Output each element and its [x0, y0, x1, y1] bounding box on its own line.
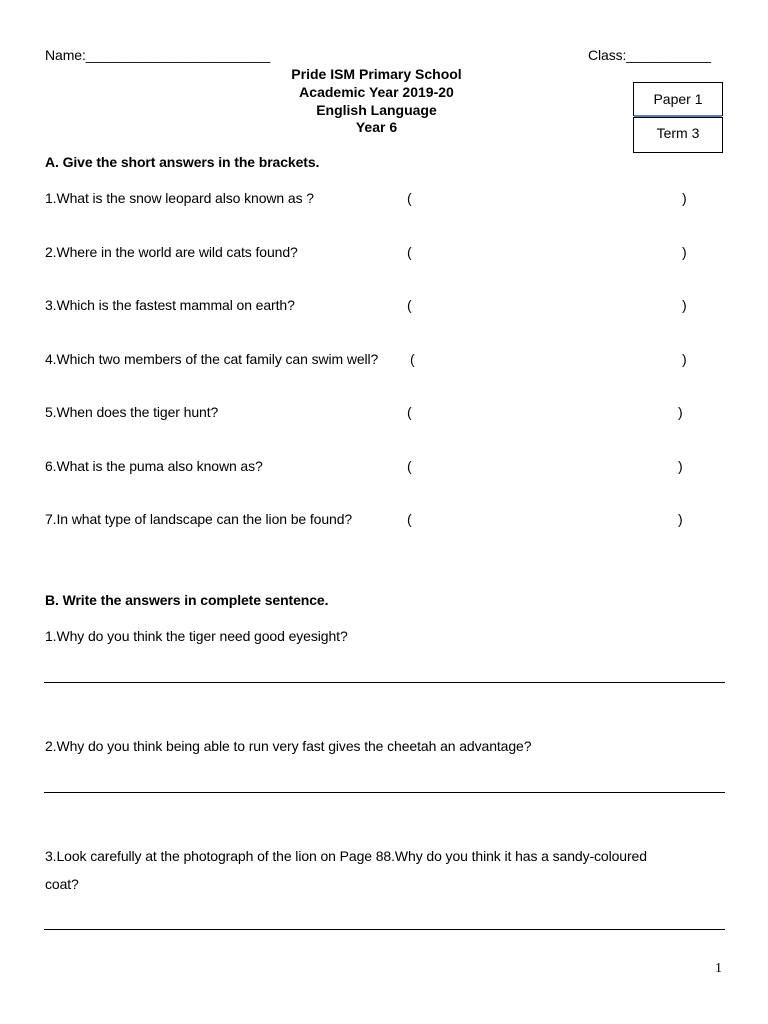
academic-year: Academic Year 2019-20 — [299, 84, 454, 100]
term-label: Term 3 — [656, 125, 700, 141]
close-bracket: ) — [682, 244, 687, 260]
question-a4: 4.Which two members of the cat family can swim well? — [45, 351, 379, 367]
name-field: Name:________________________ — [45, 47, 271, 63]
section-b-title: B. Write the answers in complete sentence. — [45, 592, 329, 608]
close-bracket: ) — [682, 351, 687, 367]
year-level: Year 6 — [355, 119, 398, 135]
section-a-title: A. Give the short answers in the brackets. — [45, 154, 320, 170]
open-bracket: ( — [410, 351, 415, 367]
close-bracket: ) — [682, 297, 687, 313]
question-a5: 5.When does the tiger hunt? — [45, 404, 219, 420]
close-bracket: ) — [678, 511, 683, 527]
close-bracket: ) — [678, 458, 683, 474]
question-a1: 1.What is the snow leopard also known as ? — [45, 190, 314, 206]
question-a3: 3.Which is the fastest mammal on earth? — [45, 297, 295, 313]
school-name: Pride ISM Primary School — [291, 66, 462, 82]
close-bracket: ) — [678, 404, 683, 420]
paper-box — [633, 82, 723, 116]
question-b1: 1.Why do you think the tiger need good eyesight? — [45, 628, 348, 644]
open-bracket: ( — [407, 190, 412, 206]
answer-line — [44, 682, 725, 683]
answer-line — [44, 792, 725, 793]
open-bracket: ( — [407, 458, 412, 474]
class-field: Class:___________ — [588, 47, 711, 63]
open-bracket: ( — [407, 297, 412, 313]
question-b2: 2.Why do you think being able to run very fast gives the cheetah an advantage? — [45, 738, 532, 754]
close-bracket: ) — [682, 190, 687, 206]
open-bracket: ( — [407, 404, 412, 420]
question-a6: 6.What is the puma also known as? — [45, 458, 263, 474]
question-a7: 7.In what type of landscape can the lion be found? — [45, 511, 353, 527]
question-b3: 3.Look carefully at the photograph of the lion on Page 88.Why do you think it has a sandy-coloured — [45, 848, 647, 864]
term-box — [633, 117, 723, 153]
subject: English Language — [316, 102, 437, 118]
paper-label: Paper 1 — [653, 91, 703, 107]
page-number: 1 — [715, 961, 722, 976]
question-b3-continued: coat? — [45, 876, 79, 892]
open-bracket: ( — [407, 244, 412, 260]
open-bracket: ( — [407, 511, 412, 527]
answer-line — [44, 929, 725, 930]
question-a2: 2.Where in the world are wild cats found? — [45, 244, 298, 260]
